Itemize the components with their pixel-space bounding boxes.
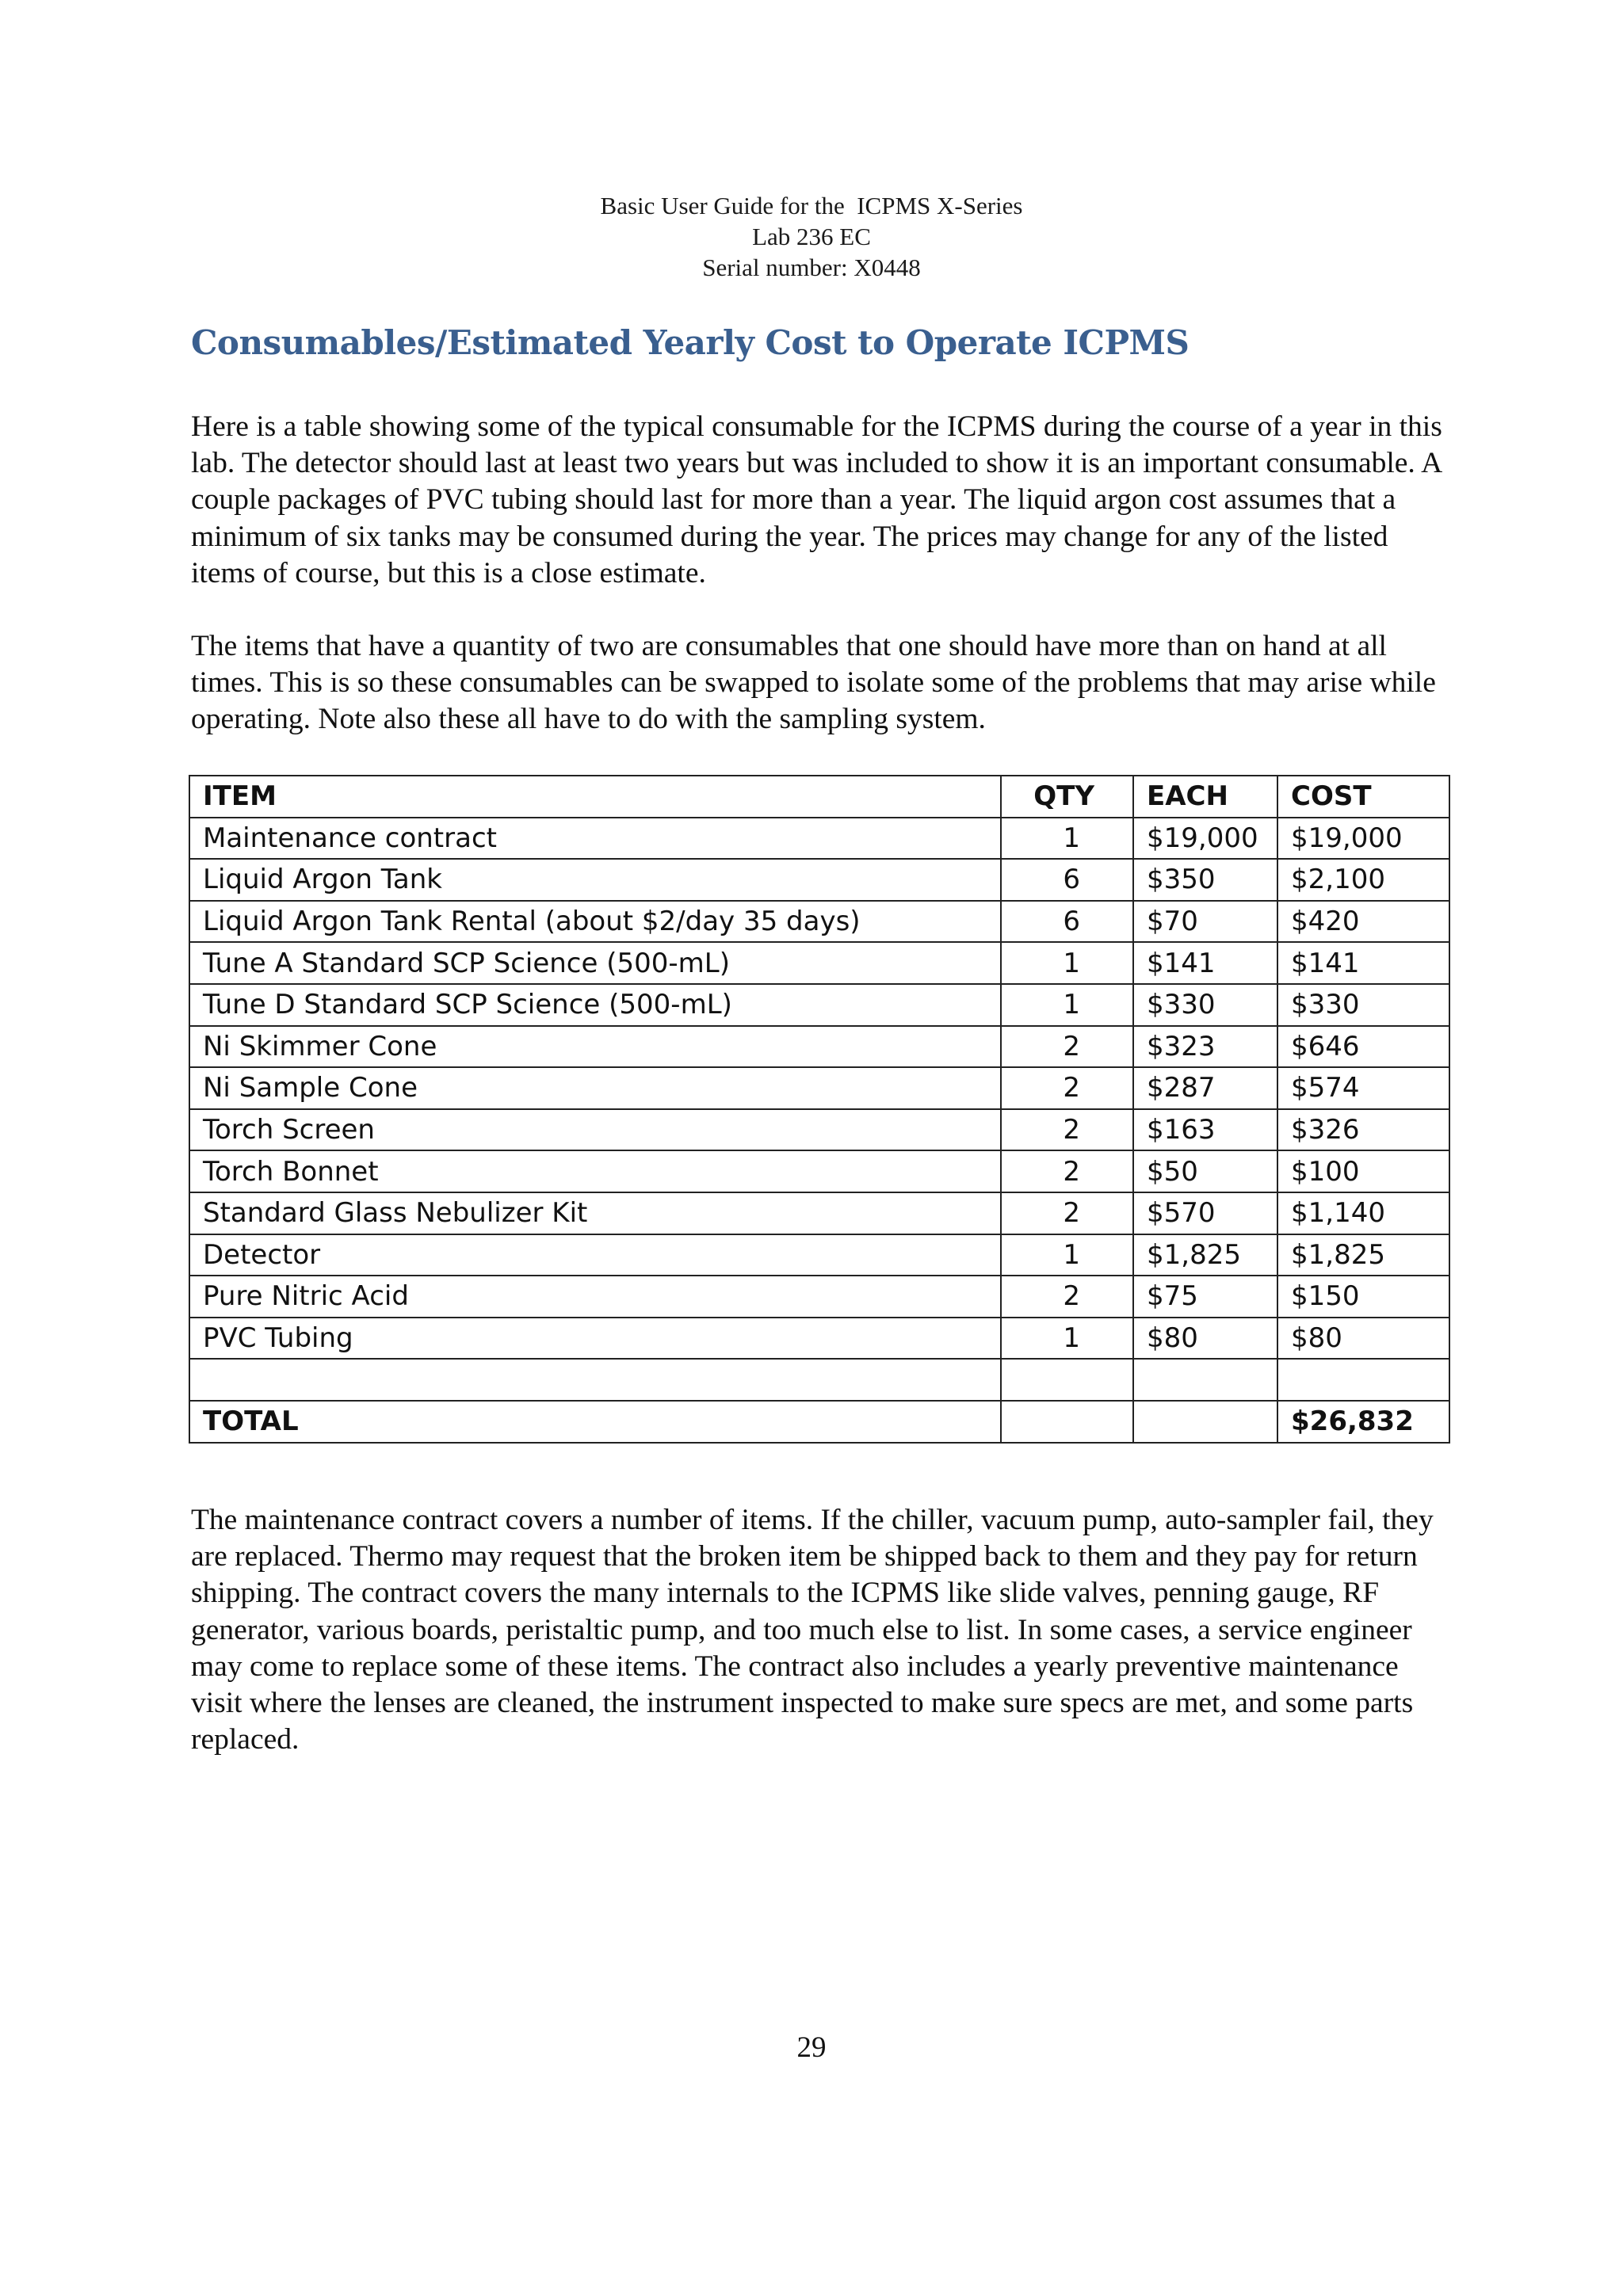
item-cell: Ni Skimmer Cone xyxy=(189,1026,1001,1068)
section-title: Consumables/Estimated Yearly Cost to Operate ICPMS xyxy=(191,323,1190,362)
item-cell: Torch Screen xyxy=(189,1109,1001,1151)
cost-cell: $330 xyxy=(1277,984,1449,1026)
item-cell: Detector xyxy=(189,1234,1001,1276)
table-row xyxy=(189,818,1449,860)
cost-cell: $2,100 xyxy=(1277,859,1449,901)
table-row xyxy=(189,859,1449,901)
each-cell: $287 xyxy=(1133,1067,1277,1109)
each-cell: $75 xyxy=(1133,1276,1277,1318)
cost-cell: $80 xyxy=(1277,1318,1449,1360)
each-cell: $70 xyxy=(1133,901,1277,943)
cost-cell: $1,140 xyxy=(1277,1192,1449,1234)
total-each-cell xyxy=(1133,1401,1277,1443)
item-cell: Liquid Argon Tank xyxy=(189,859,1001,901)
total-label: TOTAL xyxy=(189,1401,1001,1443)
qty-cell: 2 xyxy=(1001,1192,1133,1234)
each-cell: $350 xyxy=(1133,859,1277,901)
page-header xyxy=(0,190,1623,283)
blank-cell xyxy=(1133,1359,1277,1401)
table-row xyxy=(189,984,1449,1026)
item-cell: Liquid Argon Tank Rental (about $2/day 35 days) xyxy=(189,901,1001,943)
header-lab: Lab 236 EC xyxy=(752,223,871,250)
table-total-row xyxy=(189,1401,1449,1443)
table-row xyxy=(189,1109,1449,1151)
item-cell: Pure Nitric Acid xyxy=(189,1276,1001,1318)
each-cell: $570 xyxy=(1133,1192,1277,1234)
each-cell: $163 xyxy=(1133,1109,1277,1151)
blank-cell xyxy=(1277,1359,1449,1401)
each-cell: $141 xyxy=(1133,942,1277,984)
table-row xyxy=(189,901,1449,943)
qty-cell: 1 xyxy=(1001,942,1133,984)
cost-cell: $326 xyxy=(1277,1109,1449,1151)
each-cell: $19,000 xyxy=(1133,818,1277,860)
each-cell: $50 xyxy=(1133,1150,1277,1192)
item-cell: Ni Sample Cone xyxy=(189,1067,1001,1109)
item-cell: Standard Glass Nebulizer Kit xyxy=(189,1192,1001,1234)
cost-cell: $1,825 xyxy=(1277,1234,1449,1276)
table-header-row xyxy=(189,776,1449,818)
table-blank-row xyxy=(189,1359,1449,1401)
column-header-item: ITEM xyxy=(189,776,1001,818)
consumables-table xyxy=(189,775,1450,1444)
qty-cell: 6 xyxy=(1001,859,1133,901)
qty-cell: 2 xyxy=(1001,1276,1133,1318)
each-cell: $80 xyxy=(1133,1318,1277,1360)
cost-cell: $150 xyxy=(1277,1276,1449,1318)
item-cell: Maintenance contract xyxy=(189,818,1001,860)
blank-cell xyxy=(1001,1359,1133,1401)
column-header-cost: COST xyxy=(1277,776,1449,818)
each-cell: $330 xyxy=(1133,984,1277,1026)
column-header-qty: QTY xyxy=(1001,776,1133,818)
intro-paragraph: Here is a table showing some of the typical consumable for the ICPMS during the course of a year in this lab. The detector should last at least two years but was included to show it is an important consumable. A couple packages of PVC tubing should last for more than a year. The liquid argon cost assumes that a minimum of six tanks may be consumed during the year. The prices may change for any of the listed items of course, but this is a close estimate. xyxy=(191,410,1442,589)
table-row xyxy=(189,1276,1449,1318)
each-cell: $323 xyxy=(1133,1026,1277,1068)
header-serial-number: Serial number: X0448 xyxy=(702,254,921,281)
table-row xyxy=(189,1150,1449,1192)
table-row xyxy=(189,942,1449,984)
cost-cell: $141 xyxy=(1277,942,1449,984)
item-cell: Tune A Standard SCP Science (500-mL) xyxy=(189,942,1001,984)
qty-cell: 6 xyxy=(1001,901,1133,943)
table-row xyxy=(189,1192,1449,1234)
item-cell: Torch Bonnet xyxy=(189,1150,1001,1192)
table-row xyxy=(189,1318,1449,1360)
qty-cell: 2 xyxy=(1001,1026,1133,1068)
cost-cell: $574 xyxy=(1277,1067,1449,1109)
qty-cell: 1 xyxy=(1001,984,1133,1026)
header-guide-title: Basic User Guide for the ICPMS X-Series xyxy=(600,192,1023,219)
quantity-note-paragraph: The items that have a quantity of two are consumables that one should have more than on hand at all times. This is so these consumables can be swapped to isolate some of the problems that may arise while operating. Note also these all have to do with the sampling system. xyxy=(191,630,1436,736)
total-cost: $26,832 xyxy=(1277,1401,1449,1443)
cost-cell: $100 xyxy=(1277,1150,1449,1192)
table-row xyxy=(189,1067,1449,1109)
item-cell: Tune D Standard SCP Science (500-mL) xyxy=(189,984,1001,1026)
table-body xyxy=(189,818,1449,1443)
qty-cell: 2 xyxy=(1001,1067,1133,1109)
column-header-each: EACH xyxy=(1133,776,1277,818)
table-row xyxy=(189,1026,1449,1068)
qty-cell: 2 xyxy=(1001,1109,1133,1151)
cost-cell: $420 xyxy=(1277,901,1449,943)
qty-cell: 1 xyxy=(1001,1318,1133,1360)
table-row xyxy=(189,1234,1449,1276)
each-cell: $1,825 xyxy=(1133,1234,1277,1276)
cost-cell: $19,000 xyxy=(1277,818,1449,860)
qty-cell: 1 xyxy=(1001,1234,1133,1276)
qty-cell: 1 xyxy=(1001,818,1133,860)
qty-cell: 2 xyxy=(1001,1150,1133,1192)
blank-cell xyxy=(189,1359,1001,1401)
contract-note-paragraph: The maintenance contract covers a number of items. If the chiller, vacuum pump, auto-sampler fail, they are replaced. Thermo may request that the broken item be shipped back to them and they pay for return shipping. The contract covers the many internals to the ICPMS like slide valves, penning gauge, RF generator, various boards, peristaltic pump, and too much else to list. In some cases, a service engineer may come to replace some of these items. The contract also includes a yearly preventive maintenance visit where the lenses are cleaned, the instrument inspected to make sure specs are met, and some parts replaced. xyxy=(191,1504,1434,1756)
total-qty-cell xyxy=(1001,1401,1133,1443)
item-cell: PVC Tubing xyxy=(189,1318,1001,1360)
page-number: 29 xyxy=(796,2031,827,2064)
cost-cell: $646 xyxy=(1277,1026,1449,1068)
